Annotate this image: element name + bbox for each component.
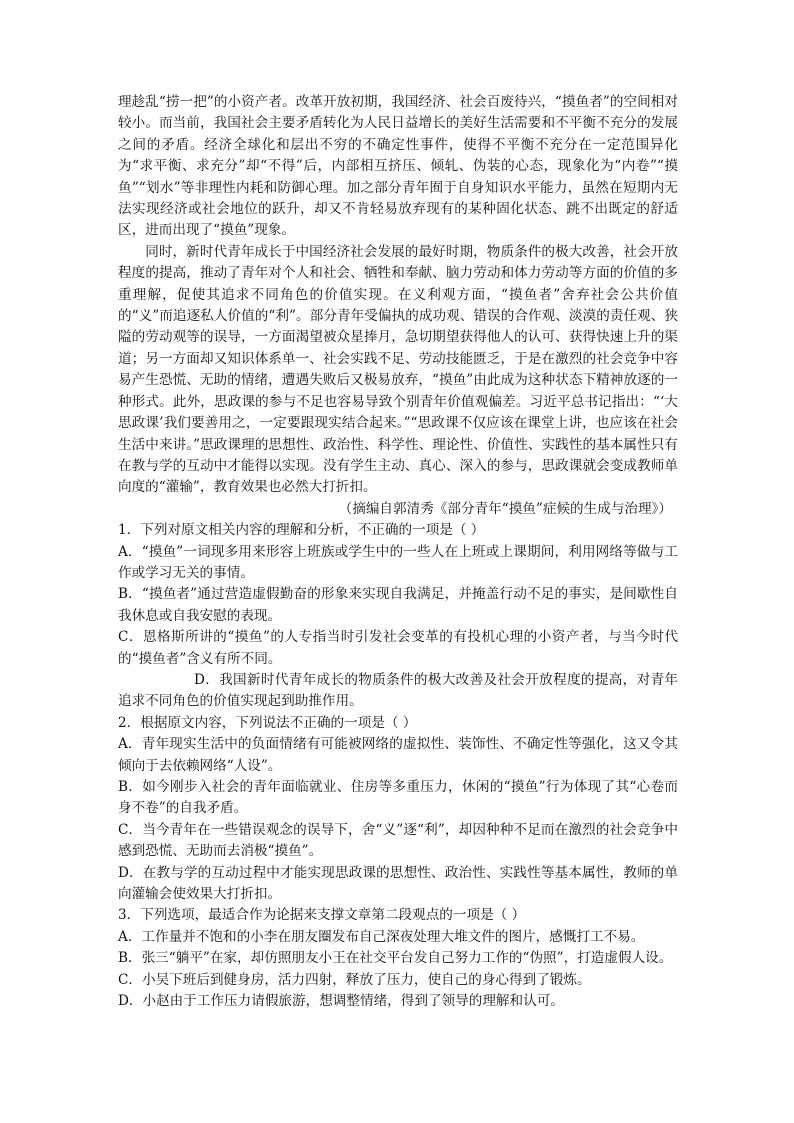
article-paragraph-2: 同时，新时代青年成长于中国经济社会发展的最好时期，物质条件的极大改善，社会开放程度的提高，推动了青年对个人和社会、牺牲和奉献、脑力劳动和体力劳动等方面的价值的多重理解，促使其追求不同角色的价值实现。在义利观方面，“摸鱼者”舍弃社会公共价值的“义”而追逐私人价值的“利”。部分青年受偏执的成功观、错误的合作观、淡漠的责任观、狭隘的劳动观等的误导，一方面渴望被众星捧月，急切期望获得他人的认可、获得快速上升的渠道；另一方面却又知识体系单一、社会实践不足、劳动技能匮乏，于是在激烈的社会竞争中容易产生恐慌、无助的情绪，遭遇失败后又极易放弃，“摸鱼”由此成为这种状态下精神放逐的一种形式。此外，思政课的参与不足也容易导致个别青年价值观偏差。习近平总书记指出：“‘大思政课’我们要善用之，一定要跟现实结合起来。”“思政课不仅应该在课堂上讲，也应该在社会生活中来讲。”思政课理的思想性、政治性、科学性、理论性、价值性、实践性的基本属性只有在教与学的互动中才能得以实现。没有学生主动、真心、深入的参与，思政课就会变成教师单向度的“灌输”，教育效果也必然大打折扣。 [118, 243, 678, 496]
option-c: C．当今青年在一些错误观念的误导下，舍“义”逐“利”，却因种种不足而在激烈的社会竞争中感到恐慌、无助而去消极“摸鱼”。 [118, 821, 678, 860]
option-b: B．如今刚步入社会的青年面临就业、住房等多重压力，休闲的“摸鱼”行为体现了其“心卷而身不卷”的自我矛盾。 [118, 779, 678, 817]
option-a: A．“摸鱼”一词现多用来形容上班族或学生中的一些人在上班或上课期间，利用网络等做与工作或学习无关的事情。 [118, 543, 678, 581]
question-3 [118, 905, 678, 1012]
option-a: A．青年现实生活中的负面情绪有可能被网络的虚拟性、装饰性、不确定性等强化，这又令其倾向于去依赖网络“人设”。 [118, 736, 678, 774]
article-source: （摘编自郭清秀《部分青年“摸鱼”症候的生成与治理》） [338, 500, 672, 517]
option-c: C．恩格斯所讲的“摸鱼”的人专指当时引发社会变革的有投机心理的小资产者，与当今时代的“摸鱼者”含义有所不同。 [118, 629, 678, 667]
document-page [118, 92, 678, 1012]
question-2 [118, 713, 678, 906]
option-a: A．工作量并不饱和的小李在朋友圈发布自己深夜处理大堆文件的图片，感慨打工不易。 [118, 928, 645, 945]
question-stem: 1．下列对原文相关内容的理解和分析，不正确的一项是（ ） [118, 522, 485, 539]
option-d: D．在教与学的互动过程中才能实现思政课的思想性、政治性、实践性等基本属性，教师的单向灌输会使效果大打折扣。 [118, 864, 678, 903]
article-paragraph-1: 理趁乱“捞一把”的小资产者。改革开放初期，我国经济、社会百废待兴，“摸鱼者”的空间相对较小。而当前，我国社会主要矛盾转化为人民日益增长的美好生活需要和不平衡不充分的发展之间的矛盾。经济全球化和层出不穷的不确定性事件，使得不平衡不充分在一定范围异化为“求平衡、求充分”却“不得”后，内部相互挤压、倾轧、伪装的心态，现象化为“内卷”“摸鱼”“划水”等非理性内耗和防御心理。加之部分青年囿于自身知识水平能力，虽然在短期内无法实现经济或社会地位的跃升，却又不肯轻易放弃现有的某种固化状态、跳不出既定的舒适区，进而出现了“摸鱼”现象。 [118, 94, 678, 239]
option-d: D．小赵由于工作压力请假旅游，想调整情绪，得到了领导的理解和认可。 [118, 993, 564, 1010]
option-d: D．我国新时代青年成长的物质条件的极大改善及社会开放程度的提高，对青年追求不同角色的价值实现起到助推作用。 [118, 671, 678, 710]
option-b: B．张三“躺平”在家，却仿照朋友小王在社交平台发自己努力工作的“伪照”，打造虚假人设。 [118, 950, 673, 967]
option-c: C．小吴下班后到健身房，活力四射，释放了压力，使自己的身心得到了锻炼。 [118, 971, 591, 988]
question-stem: 3．下列选项，最适合作为论据来支撑文章第二段观点的一项是（ ） [118, 907, 526, 924]
question-stem: 2．根据原文内容，下列说法不正确的一项是（ ） [118, 714, 417, 731]
question-1 [118, 520, 678, 713]
option-b: B．“摸鱼者”通过营造虚假勤奋的形象来实现自我满足，并掩盖行动不足的事实，是间歇性自我休息或自我安慰的表现。 [118, 586, 678, 624]
